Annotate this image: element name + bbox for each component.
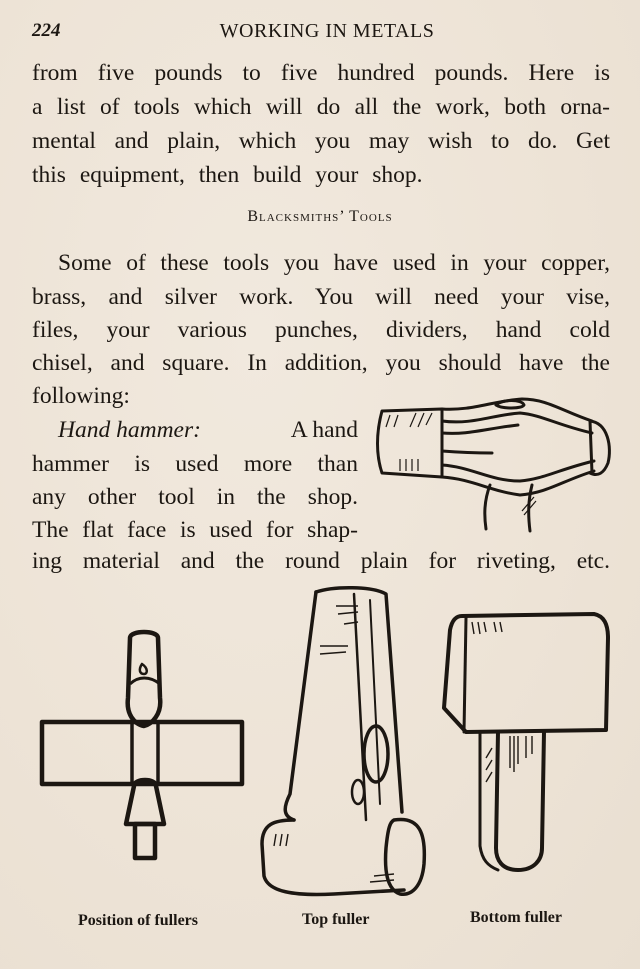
paragraph-line-3: files, your various punches, dividers, hand cold	[32, 317, 610, 343]
hand-hammer-illustration	[372, 393, 612, 533]
hand-hammer-term: Hand hammer:	[58, 417, 201, 443]
hand-hammer-drawing	[372, 393, 612, 533]
hand-hammer-first-line-rest: A hand	[290, 417, 358, 443]
running-head	[32, 20, 612, 46]
top-fuller-drawing	[254, 584, 430, 904]
paragraph-line-4: chisel, and square. In addition, you should have the	[32, 350, 610, 376]
paragraph-line-1: Some of these tools you have used in your copper,	[58, 250, 610, 276]
page-number: 224	[32, 20, 61, 41]
hand-hammer-line-3: any other tool in the shop.	[32, 484, 358, 510]
bottom-fuller-illustration	[438, 608, 618, 884]
hand-hammer-line-2: hammer is used more than	[32, 451, 358, 477]
running-title: WORKING IN METALS	[219, 20, 435, 42]
caption-bottom-fuller: Bottom fuller	[470, 909, 562, 926]
section-heading: Blacksmiths’ Tools	[247, 208, 393, 225]
position-of-fullers-drawing	[38, 628, 250, 864]
position-of-fullers-illustration	[38, 628, 250, 864]
caption-top-fuller: Top fuller	[302, 911, 370, 928]
bottom-fuller-drawing	[438, 608, 618, 884]
top-fuller-illustration	[254, 584, 430, 904]
hand-hammer-last-line: ing material and the round plain for riveting, etc.	[32, 548, 610, 574]
intro-line-3: mental and plain, which you may wish to do. Get	[32, 128, 610, 154]
paragraph-line-5: following:	[32, 383, 130, 409]
intro-line-1: from five pounds to five hundred pounds. Here is	[32, 60, 610, 86]
intro-line-2: a list of tools which will do all the work, both orna-	[32, 94, 610, 120]
paragraph-line-2: brass, and silver work. You will need your vise,	[32, 284, 610, 310]
hand-hammer-first-line	[58, 415, 358, 445]
intro-line-4: this equipment, then build your shop.	[32, 162, 423, 188]
hand-hammer-line-4: The flat face is used for shap-	[32, 517, 358, 543]
caption-position-of-fullers: Position of fullers	[78, 912, 198, 929]
